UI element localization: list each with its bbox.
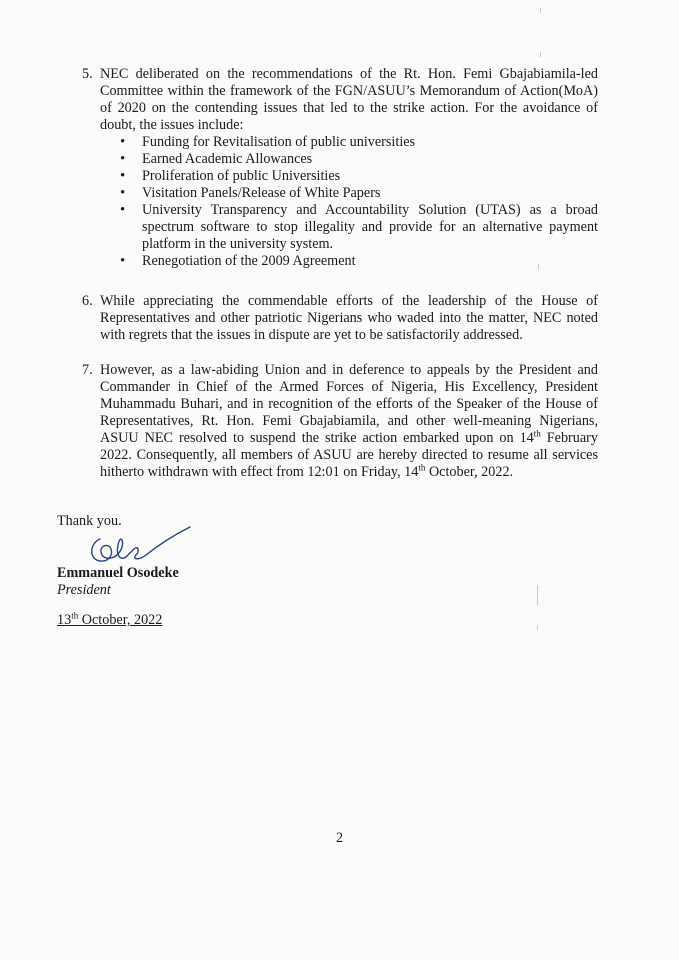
- superscript: th: [71, 610, 79, 621]
- paragraph-number: 6.: [82, 293, 93, 309]
- list-item: • University Transparency and Accountability Solution (UTAS) as a broad spectrum software to stop illegality and provide for an alternative payment platform in the university system.: [120, 202, 598, 253]
- list-item: • Visitation Panels/Release of White Papers: [120, 185, 598, 202]
- paragraph-number: 5.: [82, 66, 93, 82]
- letter-date: [57, 612, 162, 629]
- superscript: th: [418, 462, 426, 473]
- paragraph-7: [58, 362, 598, 481]
- date-day: 13: [57, 612, 72, 628]
- signatory-title: President: [57, 582, 111, 598]
- page-number: 2: [335, 830, 344, 846]
- list-item: • Renegotiation of the 2009 Agreement: [120, 253, 598, 270]
- scan-speck: [540, 52, 541, 57]
- paragraph-text: NEC deliberated on the recommendations of the Rt. Hon. Femi Gbajabiamila-led Committee within the framework of the FGN/ASUU’s Memorandum of Action(MoA) of 2020 on the contending issues that led to the strike action. For the avoidance of doubt, the issues include:: [100, 66, 598, 133]
- paragraph-5: [58, 66, 598, 270]
- superscript: th: [533, 428, 541, 439]
- paragraph-text: [100, 362, 598, 481]
- text-segment: October, 2022.: [425, 464, 514, 480]
- paragraph-text: While appreciating the commendable efforts of the leadership of the House of Representatives and other patriotic Nigerians who waded into the matter, NEC noted with regrets that the issues in dispute are yet to be satisfactorily addressed.: [100, 293, 598, 343]
- closing-thanks: Thank you.: [57, 513, 122, 529]
- text-segment: February 2022. Consequently, all members of ASUU are hereby directed to resume all services hitherto withdrawn with effect from 12:01 on Friday, 14: [100, 430, 598, 480]
- paragraph-6: [58, 293, 598, 344]
- list-item: • Funding for Revitalisation of public universities: [120, 134, 598, 151]
- date-rest: October, 2022: [78, 612, 163, 628]
- list-item: • Proliferation of public Universities: [120, 168, 598, 185]
- scan-speck: [537, 625, 538, 630]
- issues-list: [120, 134, 598, 270]
- text-segment: However, as a law-abiding Union and in deference to appeals by the President and Commander in Chief of the Armed Forces of Nigeria, His Excellency, President Muhammadu Buhari, and in recognition of the efforts of the Speaker of the House of Representatives, Rt. Hon. Femi Gbajabiamila, and other well-meaning Nigerians, ASUU NEC resolved to suspend the strike action embarked upon on 14: [100, 362, 598, 446]
- scan-speck: [540, 8, 541, 13]
- paragraph-number: 7.: [82, 362, 93, 378]
- signatory-name: Emmanuel Osodeke: [57, 565, 179, 581]
- list-item: • Earned Academic Allowances: [120, 151, 598, 168]
- scan-speck: [537, 585, 538, 605]
